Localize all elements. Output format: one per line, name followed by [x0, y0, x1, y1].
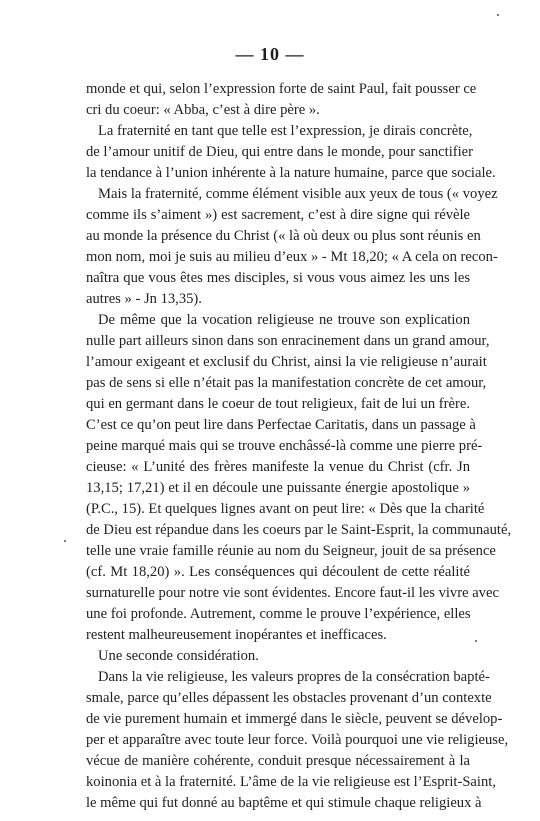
text-line: nulle part ailleurs sinon dans son enracinement dans un grand amour,	[86, 333, 490, 349]
text-line: Mais la fraternité, comme élément visible aux yeux de tous (« voyez	[98, 186, 498, 202]
text-line: cri du coeur: « Abba, c’est à dire père ».	[86, 102, 320, 118]
text-line: La fraternité en tant que telle est l’expression, je dirais concrète,	[98, 123, 473, 139]
text-line: naîtra que vous êtes mes disciples, si vous vous aimez les uns les	[86, 270, 470, 286]
text-line: koinonia et à la fraternité. L’âme de la vie religieuse est l’Esprit-Saint,	[86, 774, 496, 790]
text-line: cieuse: « L’unité des frères manifeste la venue du Christ (cfr. Jn	[86, 459, 470, 475]
text-line: per et apparaître avec toute leur force. Voilà pourquoi une vie religieuse,	[86, 732, 509, 748]
text-line: De même que la vocation religieuse ne trouve son explication	[98, 312, 470, 328]
text-line: une foi profonde. Autrement, comme le prouve l’expérience, elles	[86, 606, 471, 622]
text-line: autres » - Jn 13,35).	[86, 291, 202, 307]
text-line: de Dieu est répandue dans les coeurs par le Saint-Esprit, la communauté,	[86, 522, 512, 538]
text-line: smale, parce qu’elles dépassent les obstacles provenant d’un contexte	[86, 690, 492, 706]
text-line: de vie purement humain et immergé dans le siècle, peuvent se dévelop-	[86, 711, 503, 727]
text-line: surnaturelle pour notre vie sont évidentes. Encore faut-il les vivre avec	[86, 585, 499, 601]
margin-dot	[475, 640, 477, 642]
text-line: monde et qui, selon l’expression forte de saint Paul, fait pousser ce	[86, 81, 477, 97]
text-line: vécue de manière cohérente, conduit presque nécessairement à la	[86, 753, 470, 769]
text-line: restent malheureusement inopérantes et inefficaces.	[86, 627, 387, 643]
text-line: telle une vraie famille réunie au nom du Seigneur, jouit de sa présence	[86, 543, 496, 559]
text-line: comme ils s’aiment ») est sacrement, c’est à dire signe qui révèle	[86, 207, 470, 223]
page-number: — 10 —	[235, 44, 305, 64]
text-line: 13,15; 17,21) et il en découle une puissante énergie apostolique »	[86, 480, 470, 496]
text-line: l’amour exigeant et exclusif du Christ, ainsi la vie religieuse n’aurait	[86, 354, 487, 370]
text-line: mon nom, moi je suis au milieu d’eux » - Mt 18,20; « A cela on recon-	[86, 249, 498, 265]
text-line: Dans la vie religieuse, les valeurs propres de la consécration bapté-	[98, 669, 490, 685]
text-line: Une seconde considération.	[98, 648, 259, 664]
text-line: qui en germant dans le coeur de tout religieux, fait de lui un frère.	[86, 396, 470, 412]
margin-dot	[497, 14, 499, 16]
text-line: de l’amour unitif de Dieu, qui entre dans le monde, pour sanctifier	[86, 144, 474, 160]
text-line: peine marqué mais qui se trouve enchâssé-là comme une pierre pré-	[86, 438, 483, 454]
text-line: (cf. Mt 18,20) ». Les conséquences qui découlent de cette réalité	[86, 564, 470, 580]
text-line: pas de sens si elle n’était pas la manifestation concrète de cet amour,	[86, 375, 487, 391]
text-line: au monde la présence du Christ (« là où deux ou plus sont réunis en	[86, 228, 481, 244]
body-text	[86, 79, 512, 814]
text-line: la tendance à l’union inhérente à la nature humaine, parce que sociale.	[86, 165, 496, 181]
text-line: le même qui fut donné au baptême et qui stimule chaque religieux à	[86, 795, 482, 811]
text-line: C’est ce qu’on peut lire dans Perfectae Caritatis, dans un passage à	[86, 417, 476, 433]
margin-dot	[64, 540, 66, 542]
text-line: (P.C., 15). Et quelques lignes avant on peut lire: « Dès que la charité	[86, 501, 485, 517]
